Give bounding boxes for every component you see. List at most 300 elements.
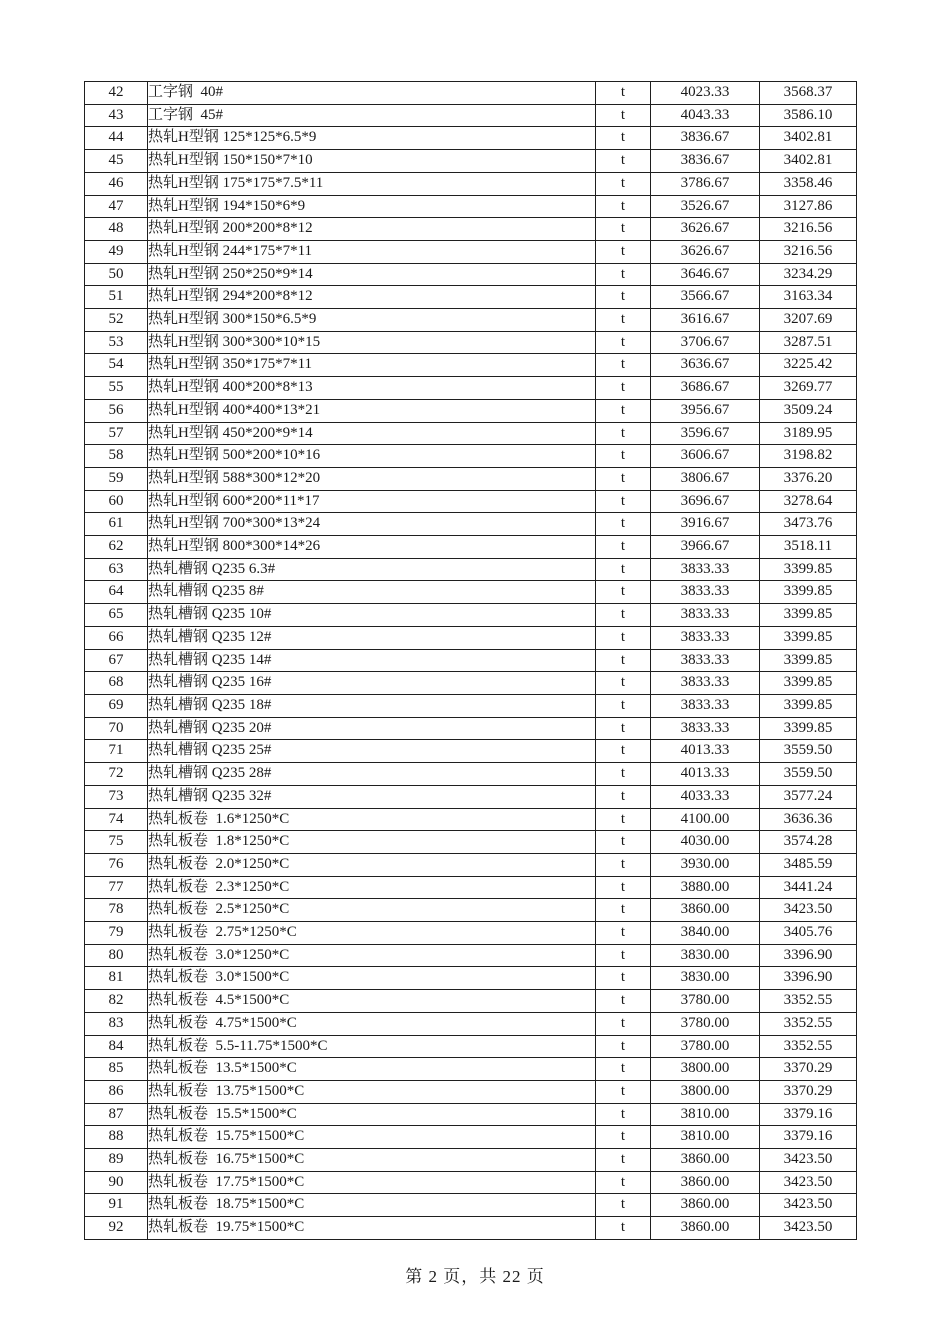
price-table-body: [85, 82, 857, 1240]
unit-cell: t: [596, 1058, 651, 1081]
page-number-footer: 第 2 页，共 22 页: [405, 1267, 545, 1286]
price-incl-tax-cell: 3399.85: [760, 558, 857, 581]
row-number-cell: 42: [85, 82, 148, 105]
price-incl-tax-cell: 3399.85: [760, 694, 857, 717]
row-number-cell: 88: [85, 1126, 148, 1149]
unit-cell: t: [596, 240, 651, 263]
steel-price-table: [84, 81, 857, 1240]
unit-cell: t: [596, 990, 651, 1013]
item-name-cell: 热轧板卷 1.6*1250*C: [148, 808, 596, 831]
price-excl-tax-cell: 3780.00: [651, 1012, 760, 1035]
row-number-cell: 73: [85, 785, 148, 808]
row-number-cell: 77: [85, 876, 148, 899]
price-incl-tax-cell: 3399.85: [760, 626, 857, 649]
row-number-cell: 84: [85, 1035, 148, 1058]
table-row: [85, 808, 857, 831]
table-row: [85, 309, 857, 332]
item-name-cell: 热轧H型钢 800*300*14*26: [148, 536, 596, 559]
table-row: [85, 558, 857, 581]
price-excl-tax-cell: 4100.00: [651, 808, 760, 831]
table-row: [85, 853, 857, 876]
unit-cell: t: [596, 104, 651, 127]
price-incl-tax-cell: 3423.50: [760, 1171, 857, 1194]
item-name-cell: 热轧板卷 3.0*1500*C: [148, 967, 596, 990]
price-incl-tax-cell: 3207.69: [760, 309, 857, 332]
table-row: [85, 240, 857, 263]
unit-cell: t: [596, 604, 651, 627]
unit-cell: t: [596, 1126, 651, 1149]
unit-cell: t: [596, 1080, 651, 1103]
price-incl-tax-cell: 3399.85: [760, 581, 857, 604]
item-name-cell: 热轧槽钢 Q235 10#: [148, 604, 596, 627]
unit-cell: t: [596, 467, 651, 490]
unit-cell: t: [596, 717, 651, 740]
item-name-cell: 热轧H型钢 294*200*8*12: [148, 286, 596, 309]
table-row: [85, 331, 857, 354]
unit-cell: t: [596, 853, 651, 876]
item-name-cell: 热轧板卷 16.75*1500*C: [148, 1149, 596, 1172]
row-number-cell: 86: [85, 1080, 148, 1103]
row-number-cell: 63: [85, 558, 148, 581]
price-excl-tax-cell: 3840.00: [651, 922, 760, 945]
table-row: [85, 263, 857, 286]
price-incl-tax-cell: 3423.50: [760, 899, 857, 922]
price-incl-tax-cell: 3399.85: [760, 649, 857, 672]
price-incl-tax-cell: 3559.50: [760, 763, 857, 786]
table-row: [85, 604, 857, 627]
item-name-cell: 热轧H型钢 300*150*6.5*9: [148, 309, 596, 332]
table-row: [85, 626, 857, 649]
row-number-cell: 43: [85, 104, 148, 127]
row-number-cell: 48: [85, 218, 148, 241]
price-excl-tax-cell: 3800.00: [651, 1058, 760, 1081]
price-excl-tax-cell: 3830.00: [651, 967, 760, 990]
price-incl-tax-cell: 3518.11: [760, 536, 857, 559]
price-incl-tax-cell: 3163.34: [760, 286, 857, 309]
row-number-cell: 80: [85, 944, 148, 967]
price-incl-tax-cell: 3287.51: [760, 331, 857, 354]
item-name-cell: 热轧H型钢 588*300*12*20: [148, 467, 596, 490]
price-excl-tax-cell: 3860.00: [651, 1149, 760, 1172]
row-number-cell: 72: [85, 763, 148, 786]
price-excl-tax-cell: 3780.00: [651, 1035, 760, 1058]
price-incl-tax-cell: 3376.20: [760, 467, 857, 490]
price-excl-tax-cell: 3916.67: [651, 513, 760, 536]
table-row: [85, 785, 857, 808]
price-incl-tax-cell: 3402.81: [760, 150, 857, 173]
price-incl-tax-cell: 3485.59: [760, 853, 857, 876]
row-number-cell: 56: [85, 399, 148, 422]
row-number-cell: 45: [85, 150, 148, 173]
price-excl-tax-cell: 3833.33: [651, 649, 760, 672]
table-row: [85, 1080, 857, 1103]
unit-cell: t: [596, 785, 651, 808]
row-number-cell: 47: [85, 195, 148, 218]
row-number-cell: 78: [85, 899, 148, 922]
price-excl-tax-cell: 3860.00: [651, 899, 760, 922]
row-number-cell: 67: [85, 649, 148, 672]
item-name-cell: 热轧板卷 3.0*1250*C: [148, 944, 596, 967]
row-number-cell: 83: [85, 1012, 148, 1035]
item-name-cell: 热轧板卷 2.75*1250*C: [148, 922, 596, 945]
price-incl-tax-cell: 3402.81: [760, 127, 857, 150]
unit-cell: t: [596, 82, 651, 105]
table-row: [85, 922, 857, 945]
table-row: [85, 354, 857, 377]
unit-cell: t: [596, 763, 651, 786]
price-incl-tax-cell: 3278.64: [760, 490, 857, 513]
price-incl-tax-cell: 3577.24: [760, 785, 857, 808]
unit-cell: t: [596, 944, 651, 967]
unit-cell: t: [596, 263, 651, 286]
item-name-cell: 热轧板卷 15.75*1500*C: [148, 1126, 596, 1149]
table-row: [85, 286, 857, 309]
item-name-cell: 热轧板卷 18.75*1500*C: [148, 1194, 596, 1217]
price-excl-tax-cell: 3833.33: [651, 626, 760, 649]
row-number-cell: 54: [85, 354, 148, 377]
price-excl-tax-cell: 3860.00: [651, 1217, 760, 1240]
price-incl-tax-cell: 3574.28: [760, 831, 857, 854]
price-excl-tax-cell: 4013.33: [651, 740, 760, 763]
row-number-cell: 90: [85, 1171, 148, 1194]
unit-cell: t: [596, 286, 651, 309]
price-incl-tax-cell: 3396.90: [760, 967, 857, 990]
row-number-cell: 60: [85, 490, 148, 513]
row-number-cell: 91: [85, 1194, 148, 1217]
price-excl-tax-cell: 3566.67: [651, 286, 760, 309]
unit-cell: t: [596, 195, 651, 218]
table-row: [85, 1058, 857, 1081]
price-excl-tax-cell: 3833.33: [651, 604, 760, 627]
price-excl-tax-cell: 3596.67: [651, 422, 760, 445]
price-excl-tax-cell: 3706.67: [651, 331, 760, 354]
unit-cell: t: [596, 377, 651, 400]
price-excl-tax-cell: 3833.33: [651, 672, 760, 695]
row-number-cell: 52: [85, 309, 148, 332]
item-name-cell: 热轧H型钢 350*175*7*11: [148, 354, 596, 377]
price-excl-tax-cell: 3833.33: [651, 694, 760, 717]
unit-cell: t: [596, 490, 651, 513]
item-name-cell: 热轧H型钢 175*175*7.5*11: [148, 172, 596, 195]
unit-cell: t: [596, 1171, 651, 1194]
unit-cell: t: [596, 740, 651, 763]
unit-cell: t: [596, 626, 651, 649]
price-incl-tax-cell: 3370.29: [760, 1080, 857, 1103]
table-row: [85, 672, 857, 695]
row-number-cell: 68: [85, 672, 148, 695]
table-row: [85, 467, 857, 490]
item-name-cell: 热轧H型钢 244*175*7*11: [148, 240, 596, 263]
table-row: [85, 581, 857, 604]
price-excl-tax-cell: 3606.67: [651, 445, 760, 468]
price-excl-tax-cell: 3833.33: [651, 717, 760, 740]
item-name-cell: 热轧板卷 2.5*1250*C: [148, 899, 596, 922]
table-row: [85, 127, 857, 150]
price-excl-tax-cell: 3860.00: [651, 1171, 760, 1194]
price-excl-tax-cell: 3786.67: [651, 172, 760, 195]
unit-cell: t: [596, 354, 651, 377]
unit-cell: t: [596, 1217, 651, 1240]
unit-cell: t: [596, 172, 651, 195]
item-name-cell: 热轧槽钢 Q235 18#: [148, 694, 596, 717]
unit-cell: t: [596, 1194, 651, 1217]
row-number-cell: 65: [85, 604, 148, 627]
price-excl-tax-cell: 3686.67: [651, 377, 760, 400]
price-excl-tax-cell: 3800.00: [651, 1080, 760, 1103]
price-excl-tax-cell: 4023.33: [651, 82, 760, 105]
table-row: [85, 717, 857, 740]
unit-cell: t: [596, 1035, 651, 1058]
item-name-cell: 工字钢 45#: [148, 104, 596, 127]
table-row: [85, 104, 857, 127]
row-number-cell: 44: [85, 127, 148, 150]
table-row: [85, 1035, 857, 1058]
price-excl-tax-cell: 3880.00: [651, 876, 760, 899]
price-incl-tax-cell: 3352.55: [760, 1012, 857, 1035]
unit-cell: t: [596, 967, 651, 990]
item-name-cell: 热轧H型钢 300*300*10*15: [148, 331, 596, 354]
item-name-cell: 热轧板卷 1.8*1250*C: [148, 831, 596, 854]
price-excl-tax-cell: 4030.00: [651, 831, 760, 854]
row-number-cell: 50: [85, 263, 148, 286]
price-incl-tax-cell: 3423.50: [760, 1217, 857, 1240]
table-row: [85, 1103, 857, 1126]
item-name-cell: 热轧H型钢 400*200*8*13: [148, 377, 596, 400]
unit-cell: t: [596, 445, 651, 468]
table-row: [85, 445, 857, 468]
row-number-cell: 87: [85, 1103, 148, 1126]
table-row: [85, 490, 857, 513]
row-number-cell: 79: [85, 922, 148, 945]
item-name-cell: 热轧板卷 4.75*1500*C: [148, 1012, 596, 1035]
price-excl-tax-cell: 3626.67: [651, 240, 760, 263]
row-number-cell: 74: [85, 808, 148, 831]
price-excl-tax-cell: 3966.67: [651, 536, 760, 559]
price-incl-tax-cell: 3189.95: [760, 422, 857, 445]
unit-cell: t: [596, 831, 651, 854]
price-excl-tax-cell: 3636.67: [651, 354, 760, 377]
item-name-cell: 热轧H型钢 194*150*6*9: [148, 195, 596, 218]
price-excl-tax-cell: 4043.33: [651, 104, 760, 127]
row-number-cell: 66: [85, 626, 148, 649]
table-row: [85, 649, 857, 672]
price-incl-tax-cell: 3127.86: [760, 195, 857, 218]
row-number-cell: 53: [85, 331, 148, 354]
item-name-cell: 热轧板卷 4.5*1500*C: [148, 990, 596, 1013]
item-name-cell: 热轧板卷 19.75*1500*C: [148, 1217, 596, 1240]
price-excl-tax-cell: 3616.67: [651, 309, 760, 332]
row-number-cell: 61: [85, 513, 148, 536]
table-row: [85, 876, 857, 899]
row-number-cell: 75: [85, 831, 148, 854]
table-row: [85, 763, 857, 786]
unit-cell: t: [596, 581, 651, 604]
price-incl-tax-cell: 3225.42: [760, 354, 857, 377]
price-excl-tax-cell: 3833.33: [651, 558, 760, 581]
item-name-cell: 热轧H型钢 125*125*6.5*9: [148, 127, 596, 150]
price-excl-tax-cell: 3696.67: [651, 490, 760, 513]
item-name-cell: 热轧槽钢 Q235 8#: [148, 581, 596, 604]
price-excl-tax-cell: 3526.67: [651, 195, 760, 218]
price-excl-tax-cell: 3810.00: [651, 1126, 760, 1149]
table-row: [85, 150, 857, 173]
price-incl-tax-cell: 3379.16: [760, 1103, 857, 1126]
unit-cell: t: [596, 218, 651, 241]
row-number-cell: 55: [85, 377, 148, 400]
table-row: [85, 195, 857, 218]
table-row: [85, 831, 857, 854]
unit-cell: t: [596, 899, 651, 922]
price-incl-tax-cell: 3423.50: [760, 1149, 857, 1172]
row-number-cell: 62: [85, 536, 148, 559]
unit-cell: t: [596, 513, 651, 536]
price-excl-tax-cell: 3860.00: [651, 1194, 760, 1217]
table-row: [85, 967, 857, 990]
price-incl-tax-cell: 3423.50: [760, 1194, 857, 1217]
price-excl-tax-cell: 3833.33: [651, 581, 760, 604]
table-row: [85, 1194, 857, 1217]
table-row: [85, 513, 857, 536]
price-incl-tax-cell: 3559.50: [760, 740, 857, 763]
table-row: [85, 1126, 857, 1149]
table-row: [85, 1012, 857, 1035]
unit-cell: t: [596, 808, 651, 831]
item-name-cell: 热轧H型钢 150*150*7*10: [148, 150, 596, 173]
item-name-cell: 热轧槽钢 Q235 14#: [148, 649, 596, 672]
price-incl-tax-cell: 3234.29: [760, 263, 857, 286]
row-number-cell: 70: [85, 717, 148, 740]
table-row: [85, 1217, 857, 1240]
unit-cell: t: [596, 309, 651, 332]
item-name-cell: 热轧板卷 2.3*1250*C: [148, 876, 596, 899]
unit-cell: t: [596, 127, 651, 150]
price-excl-tax-cell: 3806.67: [651, 467, 760, 490]
table-row: [85, 218, 857, 241]
unit-cell: t: [596, 694, 651, 717]
item-name-cell: 热轧板卷 15.5*1500*C: [148, 1103, 596, 1126]
unit-cell: t: [596, 331, 651, 354]
unit-cell: t: [596, 922, 651, 945]
unit-cell: t: [596, 1149, 651, 1172]
price-excl-tax-cell: 3930.00: [651, 853, 760, 876]
item-name-cell: 热轧H型钢 250*250*9*14: [148, 263, 596, 286]
price-excl-tax-cell: 4013.33: [651, 763, 760, 786]
price-incl-tax-cell: 3370.29: [760, 1058, 857, 1081]
unit-cell: t: [596, 399, 651, 422]
price-incl-tax-cell: 3198.82: [760, 445, 857, 468]
unit-cell: t: [596, 1012, 651, 1035]
price-incl-tax-cell: 3441.24: [760, 876, 857, 899]
price-incl-tax-cell: 3473.76: [760, 513, 857, 536]
item-name-cell: 热轧槽钢 Q235 28#: [148, 763, 596, 786]
table-row: [85, 694, 857, 717]
unit-cell: t: [596, 876, 651, 899]
table-row: [85, 899, 857, 922]
price-excl-tax-cell: 3956.67: [651, 399, 760, 422]
row-number-cell: 59: [85, 467, 148, 490]
row-number-cell: 92: [85, 1217, 148, 1240]
item-name-cell: 热轧H型钢 500*200*10*16: [148, 445, 596, 468]
price-incl-tax-cell: 3358.46: [760, 172, 857, 195]
row-number-cell: 46: [85, 172, 148, 195]
price-excl-tax-cell: 3830.00: [651, 944, 760, 967]
price-incl-tax-cell: 3396.90: [760, 944, 857, 967]
unit-cell: t: [596, 649, 651, 672]
item-name-cell: 热轧槽钢 Q235 16#: [148, 672, 596, 695]
price-incl-tax-cell: 3586.10: [760, 104, 857, 127]
price-excl-tax-cell: 4033.33: [651, 785, 760, 808]
unit-cell: t: [596, 536, 651, 559]
item-name-cell: 热轧板卷 13.75*1500*C: [148, 1080, 596, 1103]
unit-cell: t: [596, 1103, 651, 1126]
price-incl-tax-cell: 3216.56: [760, 240, 857, 263]
price-excl-tax-cell: 3646.67: [651, 263, 760, 286]
price-incl-tax-cell: 3636.36: [760, 808, 857, 831]
price-incl-tax-cell: 3352.55: [760, 1035, 857, 1058]
table-row: [85, 172, 857, 195]
row-number-cell: 57: [85, 422, 148, 445]
row-number-cell: 81: [85, 967, 148, 990]
price-excl-tax-cell: 3836.67: [651, 127, 760, 150]
row-number-cell: 64: [85, 581, 148, 604]
item-name-cell: 热轧槽钢 Q235 12#: [148, 626, 596, 649]
table-row: [85, 422, 857, 445]
item-name-cell: 热轧板卷 2.0*1250*C: [148, 853, 596, 876]
table-row: [85, 1171, 857, 1194]
unit-cell: t: [596, 672, 651, 695]
item-name-cell: 热轧槽钢 Q235 32#: [148, 785, 596, 808]
item-name-cell: 热轧H型钢 600*200*11*17: [148, 490, 596, 513]
price-incl-tax-cell: 3405.76: [760, 922, 857, 945]
price-incl-tax-cell: 3568.37: [760, 82, 857, 105]
row-number-cell: 89: [85, 1149, 148, 1172]
table-row: [85, 990, 857, 1013]
price-incl-tax-cell: 3509.24: [760, 399, 857, 422]
item-name-cell: 热轧槽钢 Q235 6.3#: [148, 558, 596, 581]
item-name-cell: 热轧槽钢 Q235 20#: [148, 717, 596, 740]
unit-cell: t: [596, 150, 651, 173]
item-name-cell: 热轧H型钢 200*200*8*12: [148, 218, 596, 241]
table-row: [85, 377, 857, 400]
row-number-cell: 49: [85, 240, 148, 263]
item-name-cell: 热轧H型钢 700*300*13*24: [148, 513, 596, 536]
price-incl-tax-cell: 3216.56: [760, 218, 857, 241]
table-row: [85, 1149, 857, 1172]
row-number-cell: 71: [85, 740, 148, 763]
table-row: [85, 399, 857, 422]
table-row: [85, 82, 857, 105]
unit-cell: t: [596, 422, 651, 445]
price-excl-tax-cell: 3836.67: [651, 150, 760, 173]
row-number-cell: 85: [85, 1058, 148, 1081]
row-number-cell: 51: [85, 286, 148, 309]
price-excl-tax-cell: 3780.00: [651, 990, 760, 1013]
unit-cell: t: [596, 558, 651, 581]
price-excl-tax-cell: 3626.67: [651, 218, 760, 241]
table-row: [85, 740, 857, 763]
item-name-cell: 热轧H型钢 400*400*13*21: [148, 399, 596, 422]
row-number-cell: 58: [85, 445, 148, 468]
price-incl-tax-cell: 3399.85: [760, 604, 857, 627]
price-incl-tax-cell: 3399.85: [760, 717, 857, 740]
item-name-cell: 热轧板卷 17.75*1500*C: [148, 1171, 596, 1194]
price-excl-tax-cell: 3810.00: [651, 1103, 760, 1126]
row-number-cell: 76: [85, 853, 148, 876]
table-row: [85, 944, 857, 967]
table-row: [85, 536, 857, 559]
row-number-cell: 69: [85, 694, 148, 717]
item-name-cell: 热轧槽钢 Q235 25#: [148, 740, 596, 763]
